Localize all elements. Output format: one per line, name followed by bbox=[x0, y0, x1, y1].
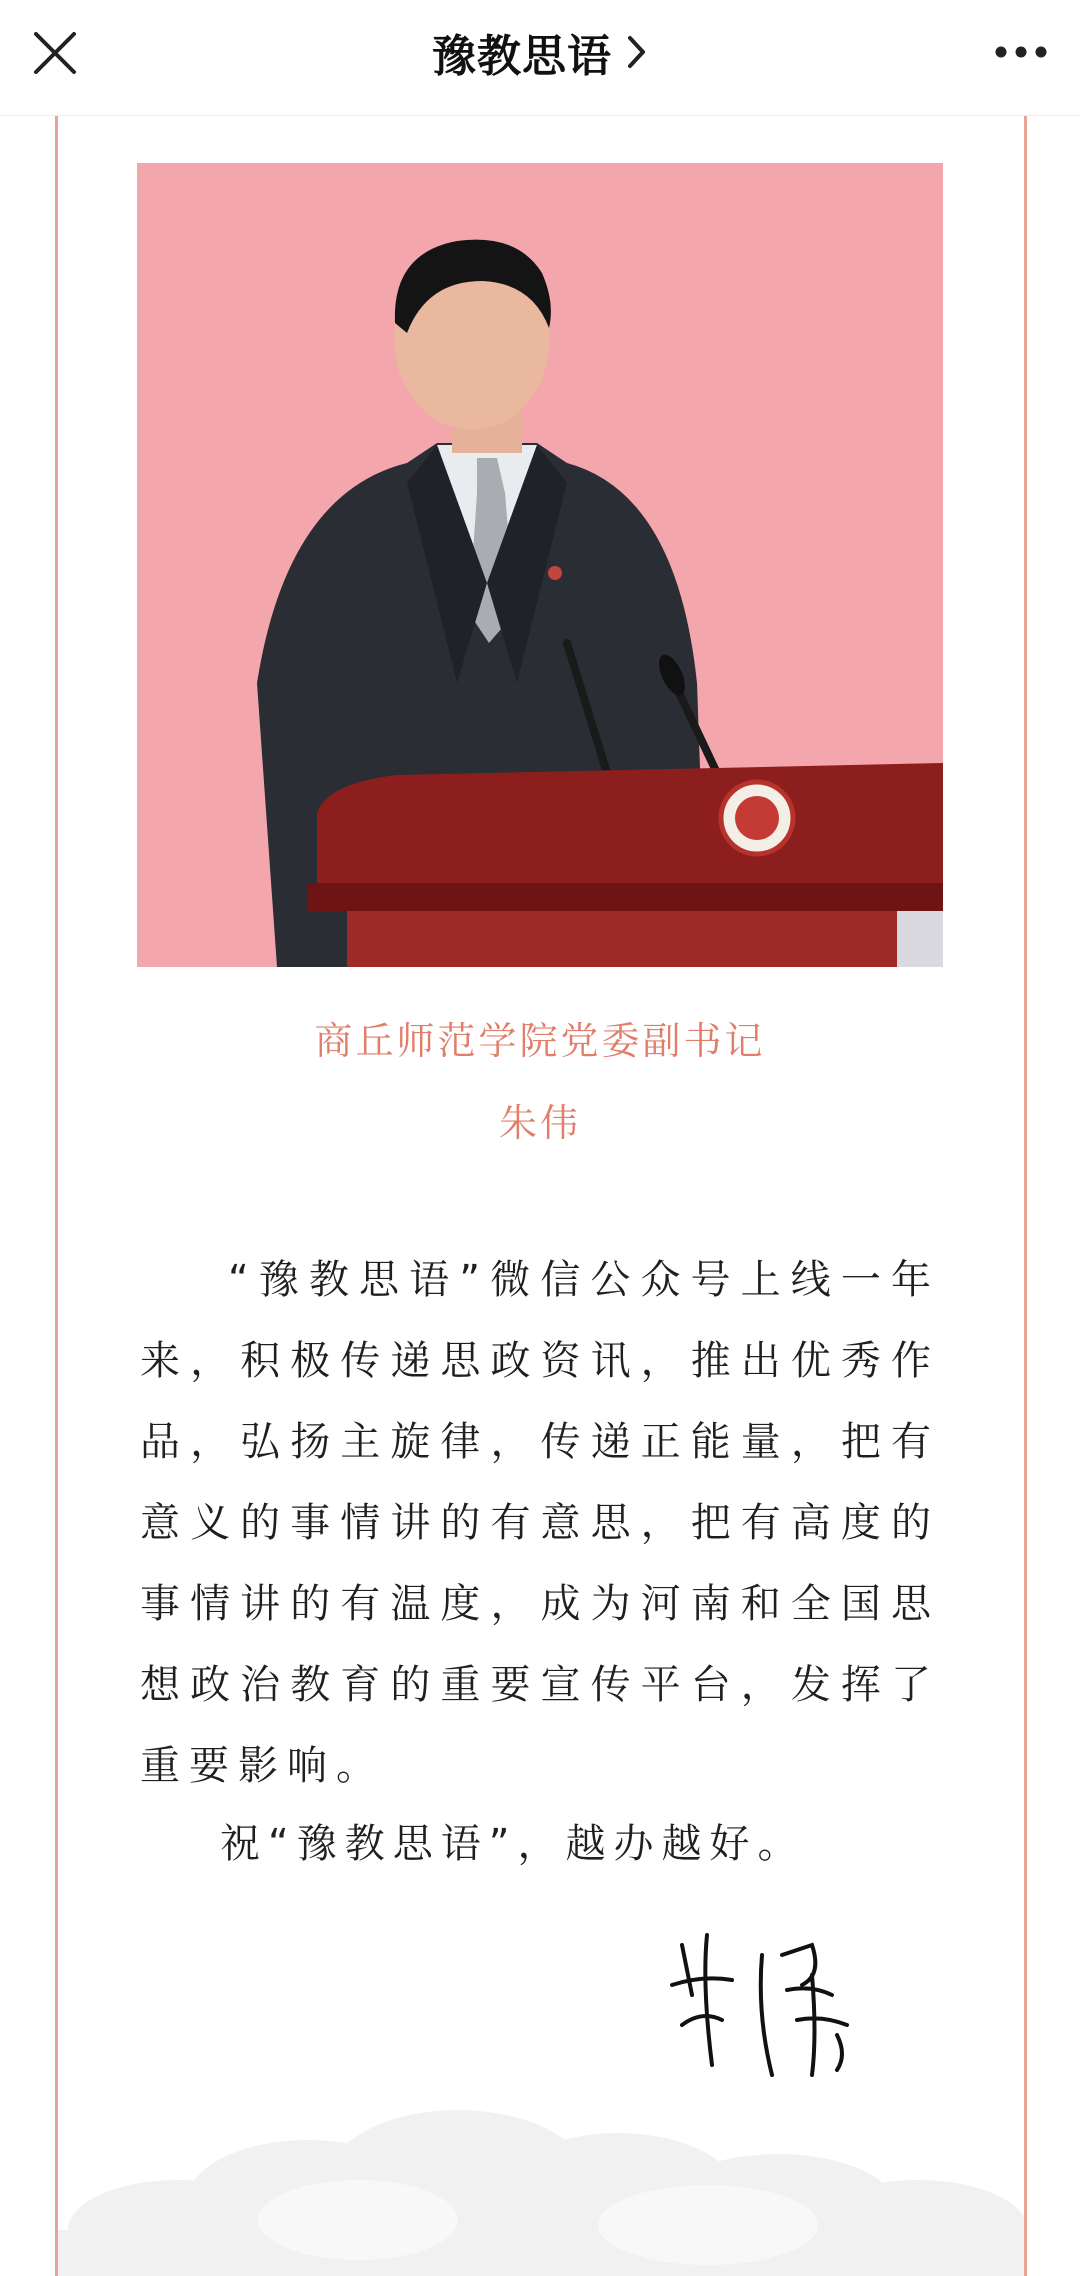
article-paragraph: “豫教思语”微信公众号上线一年来，积极传递思政资讯，推出优秀作品，弘扬主旋律，传递正能量，把有意义的事情讲的有意思，把有高度的事情讲的有温度，成为河南和全国思想政治教育的重要宣传平台，发挥了重要影响。 bbox=[140, 1257, 940, 1789]
speaker-photo bbox=[137, 163, 943, 967]
top-bar bbox=[0, 0, 1080, 116]
page-title: 豫教思语 bbox=[432, 31, 612, 82]
article-blessing: 祝“豫教思语”，越办越好。 bbox=[220, 1821, 806, 1867]
account-title-button[interactable] bbox=[0, 0, 1080, 104]
photo-caption-title: 商丘师范学院党委副书记 bbox=[314, 1019, 766, 1063]
photo-caption-name: 朱伟 bbox=[498, 1101, 581, 1145]
decorative-clouds bbox=[58, 2110, 1024, 2276]
more-icon[interactable] bbox=[986, 22, 1056, 82]
signature-image bbox=[662, 1925, 872, 2085]
chevron-right-icon bbox=[626, 33, 648, 71]
